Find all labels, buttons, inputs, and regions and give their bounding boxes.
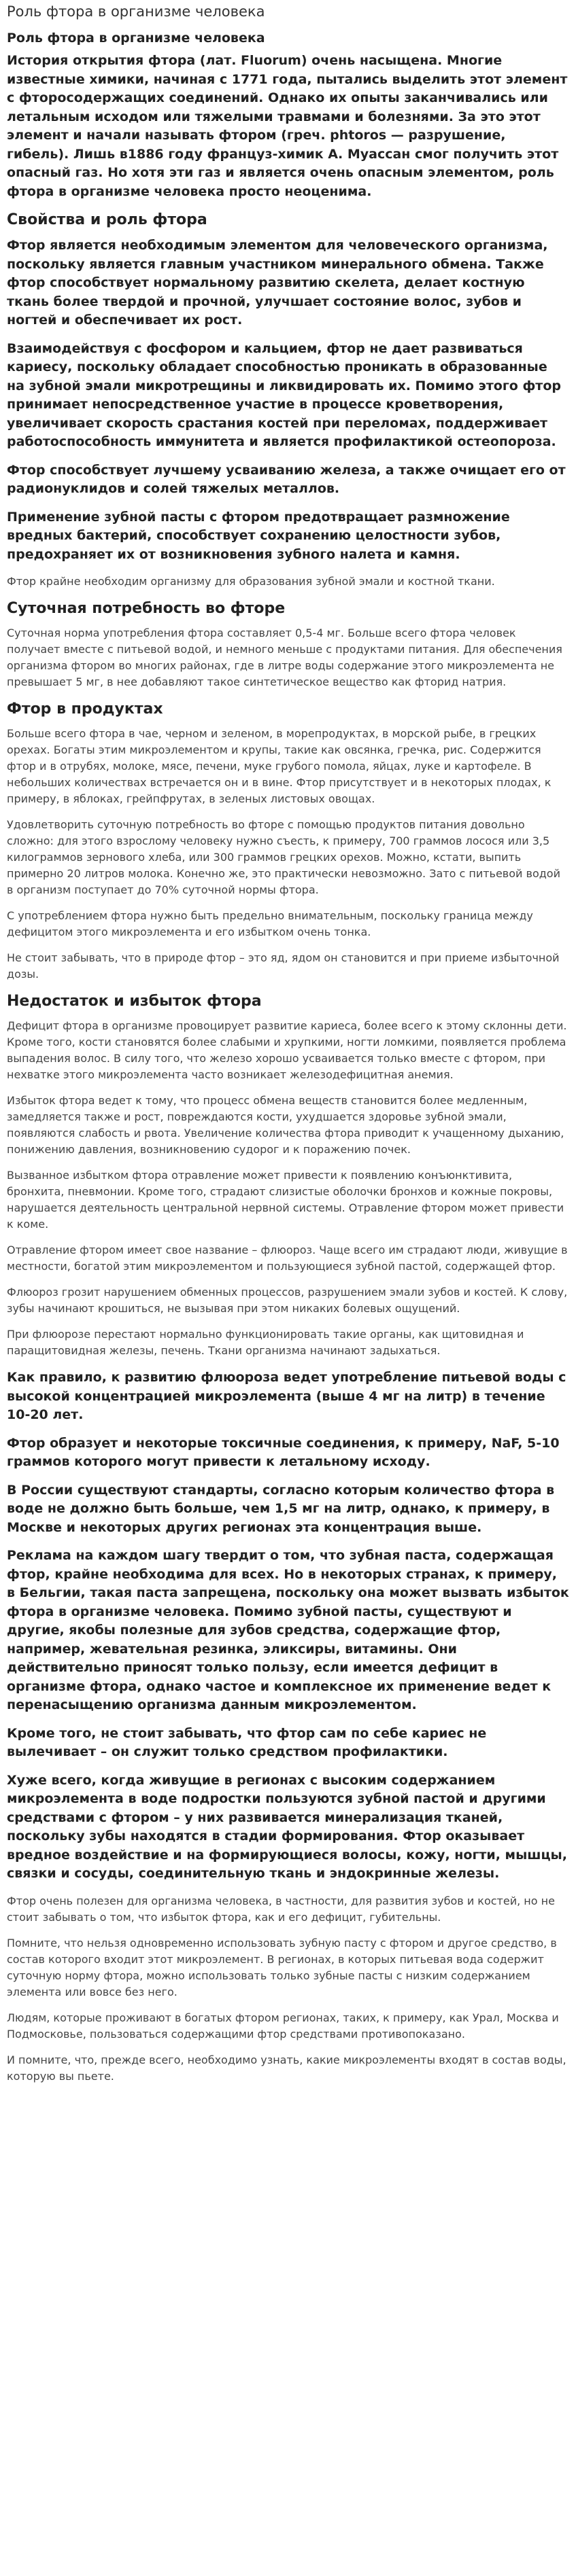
paragraph: Фтор крайне необходим организму для образования зубной эмали и костной ткани. [7, 575, 495, 588]
paragraph: Суточная норма употребления фтора составляет 0,5-4 мг. Больше всего фтора человек получает вместе с питьевой водой, и немного меньше с продуктами питания. Для обеспечения организма фтором во многих районах, где в литре воды содержание этого микроэлемента не превышает 5 мг, в нее добавляют такое синтетическое вещество как фторид натрия. [7, 627, 562, 688]
paragraph: Фтор очень полезен для организма человека, в частности, для развития зубов и костей, но не стоит забывать о том, что избыток фтора, как и его дефицит, губительны. [7, 1894, 555, 1924]
paragraph: Дефицит фтора в организме провоцирует развитие кариеса, более всего к этому склонны дети. Кроме того, кости становятся более слабыми и хрупкими, ногти ломкими, появляется проблема выпадения волос. В силу того, что железо хорошо усваивается только вместе с фтором, при нехватке этого микроэлемента часто возникает железодефицитная анемия. [7, 1019, 567, 1081]
paragraph: Удовлетворить суточную потребность во фторе с помощью продуктов питания довольно сложно: для этого взрослому человеку нужно съесть, к примеру, 700 граммов лосося или 3,5 килограммов зернового хлеба, или 300 граммов грецких орехов. Можно, кстати, выпить примерно 20 литров молока. Конечно же, это практически невозможно. Зато с питьевой водой в организм поступает до 70% суточной нормы фтора. [7, 818, 560, 896]
page-title: Роль фтора в организме человека [7, 3, 265, 20]
section-heading: Фтор в продуктах [7, 701, 163, 718]
paragraph: Избыток фтора ведет к тому, что процесс обмена веществ становится более медленным, замедляется также и рост, повреждаются кости, ухудшается здоровье зубной эмали, появляются слабость и рвота. Увеличение количества фтора приводит к учащенному дыханию, понижению давления, возникновению судорог и к поражению почек. [7, 1094, 564, 1156]
bold-paragraph: Кроме того, не стоит забывать, что фтор сам по себе кариес не вылечивает – он служит только средством профилактики. [7, 1725, 487, 1759]
paragraph: При флюорозе перестают нормально функционировать такие органы, как щитовидная и паращитовидная железы, печень. Ткани организма начинают задыхаться. [7, 1328, 524, 1357]
bold-paragraph: Фтор образует и некоторые токсичные соединения, к примеру, NaF, 5-10 граммов которого могут привести к летальному исходу. [7, 1435, 560, 1469]
bold-paragraph: Взаимодействуя с фосфором и кальцием, фтор не дает развиваться кариесу, поскольку обладает способностью проникать в образованные на зубной эмали микротрещины и ликвидировать их. Помимо этого фтор принимает непосредственное участие в процессе кроветворения, увеличивает скорость срастания костей при переломах, поддерживает работоспособность иммунитета и является профилактикой остеопороза. [7, 340, 561, 449]
article-body [7, 30, 569, 2085]
paragraph: Помните, что нельзя одновременно использовать зубную пасту с фтором и другое средство, в состав которого входит этот микроэлемент. В регионах, в которых питьевая вода содержит суточную норму фтора, можно использовать только зубные пасты с низким содержанием элемента или вовсе без него. [7, 1936, 557, 1998]
paragraph: Вызванное избытком фтора отравление может привести к появлению конъюнктивита, бронхита, пневмонии. Кроме того, страдают слизистые оболочки бронхов и кожные покровы, нарушается деятельность центральной нервной системы. Отравление фтором может привести к коме. [7, 1169, 564, 1231]
paragraph: С употреблением фтора нужно быть предельно внимательным, поскольку граница между дефицитом этого микроэлемента и его избытком очень тонка. [7, 909, 533, 938]
bold-paragraph: Реклама на каждом шагу твердит о том, что зубная паста, содержащая фтор, крайне необходима для всех. Но в некоторых странах, к примеру, в Бельгии, такая паста запрещена, поскольку она может вызвать избыток фтора в организме человека. Помимо зубной пасты, существуют и другие, якобы полезные для зубов средства, содержащие фтор, например, жевательная резинка, эликсиры, витамины. Они действительно приносят только пользу, если имеется дефицит в организме фтора, однако частое и комплексное их применение ведет к перенасыщению организма данным микроэлементом. [7, 1548, 569, 1712]
paragraph: И помните, что, прежде всего, необходимо узнать, какие микроэлементы входят в состав воды, которую вы пьете. [7, 2053, 566, 2083]
paragraph: Людям, которые проживают в богатых фтором регионах, таких, к примеру, как Урал, Москва и Подмосковье, пользоваться содержащими фтор средствами противопоказано. [7, 2011, 559, 2041]
bold-paragraph: Применение зубной пасты с фтором предотвращает размножение вредных бактерий, способствует сохранению целостности зубов, предохраняет их от возникновения зубного налета и камня. [7, 509, 510, 562]
article-subtitle: Роль фтора в организме человека [7, 31, 265, 46]
bold-paragraph: В России существуют стандарты, согласно которым количество фтора в воде не должно быть больше, чем 1,5 мг на литр, однако, к примеру, в Москве и некоторых других регионах эта концентрация выше. [7, 1482, 555, 1535]
bold-paragraph: Фтор способствует лучшему усваиванию железа, а также очищает его от радионуклидов и солей тяжелых металлов. [7, 462, 566, 496]
paragraph: Не стоит забывать, что в природе фтор – это яд, ядом он становится и при приеме избыточной дозы. [7, 951, 560, 981]
bold-paragraph: Как правило, к развитию флюороза ведет употребление питьевой воды с высокой концентрацией микроэлемента (выше 4 мг на литр) в течение 10-20 лет. [7, 1370, 566, 1422]
bold-paragraph: Фтор является необходимым элементом для человеческого организма, поскольку является главным участником минерального обмена. Также фтор способствует нормальному развитию скелета, делает костную ткань более твердой и прочной, улучшает состояние волос, зубов и ногтей и обеспечивает их рост. [7, 238, 548, 328]
section-heading: Свойства и роль фтора [7, 211, 207, 228]
section-heading: Суточная потребность во фторе [7, 600, 286, 617]
paragraph: Больше всего фтора в чае, черном и зеленом, в морепродуктах, в морской рыбе, в грецких орехах. Богаты этим микроэлементом и крупы, такие как овсянка, гречка, рис. Содержится фтор и в отрубях, молоке, мясе, печени, муке грубого помола, яйцах, луке и картофеле. В небольших количествах встречается он и в вине. Фтор присутствует и в некоторых плодах, к примеру, в яблоках, грейпфрутах, в зеленых листовых овощах. [7, 727, 552, 805]
paragraph: Флюороз грозит нарушением обменных процессов, разрушением эмали зубов и костей. К слову, зубы начинают крошиться, не вызывая при этом никаких болевых ощущений. [7, 1286, 568, 1315]
paragraph: Отравление фтором имеет свое название – флюороз. Чаще всего им страдают люди, живущие в местности, богатой этим микроэлементом и пользующиеся зубной пастой, содержащей фтор. [7, 1243, 568, 1273]
section-heading: Недостаток и избыток фтора [7, 993, 262, 1010]
bold-paragraph: История открытия фтора (лат. Fluorum) очень насыщена. Многие известные химики, начиная с 1771 года, пытались выделить этот элемент с фторосодержащих соединений. Однако их опыты заканчивались или летальным исходом или тяжелыми травмами и болезнями. За это этот элемент и начали называть фтором (греч. phtoros — разрушение, гибель). Лишь в1886 году француз-химик А. Муассан смог получить этот опасный газ. Но хотя эти газ и является очень опасным элементом, роль фтора в организме человека просто неоценима. [7, 53, 568, 199]
bold-paragraph: Хуже всего, когда живущие в регионах с высоким содержанием микроэлемента в воде подростки пользуются зубной пастой и другими средствами с фтором – у них развивается минерализация тканей, поскольку зубы находятся в стадии формирования. Фтор оказывает вредное воздействие и на формирующиеся волосы, кожу, ногти, мышцы, связки и сосуды, соединительную ткань и эндокринные железы. [7, 1772, 567, 1881]
